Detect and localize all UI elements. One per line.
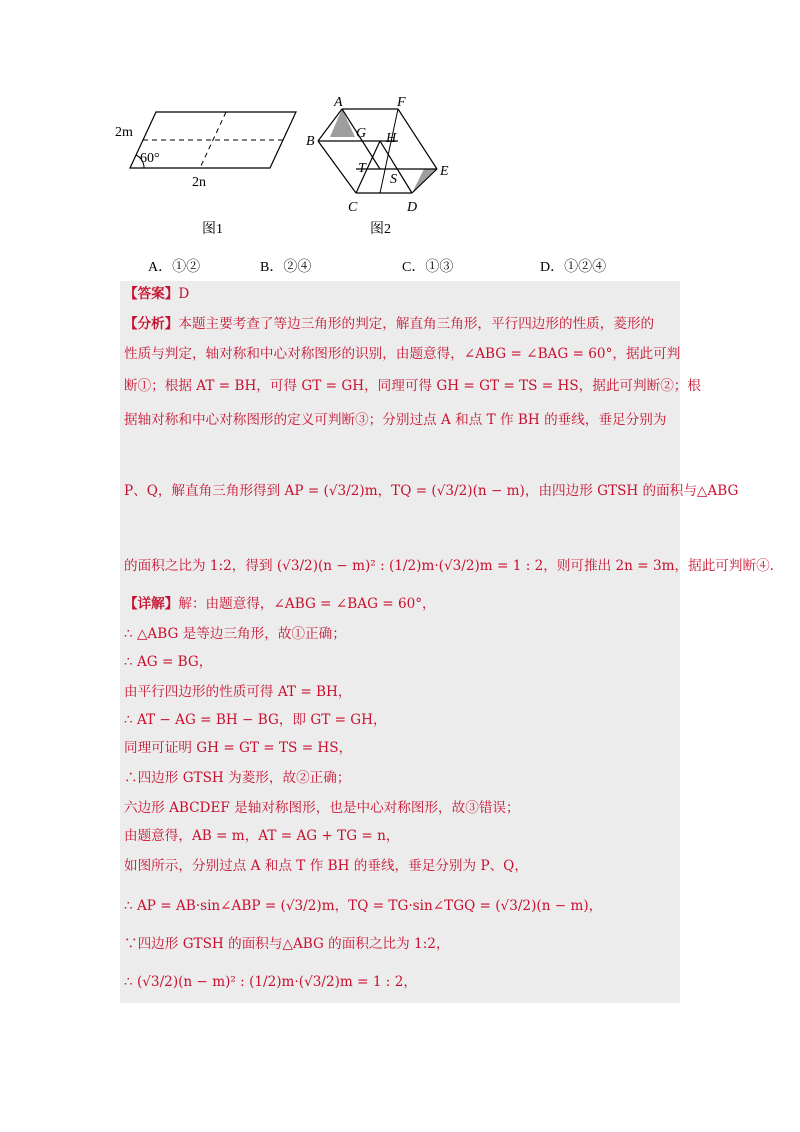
choice-a-text: ①② bbox=[172, 260, 201, 275]
answer-choices bbox=[140, 256, 660, 276]
choice-c-letter: C． bbox=[402, 260, 426, 275]
detail-label: 【详解】 bbox=[124, 596, 179, 612]
detail-line-1 bbox=[124, 594, 436, 614]
geometry-figures bbox=[110, 92, 470, 242]
analysis-line-6: 的面积之比为 1:2，得到 (√3/2)(n − m)² : (1/2)m·(√3/2)m = 1 : 2，则可推出 2n = 3m，据此可判断④. bbox=[124, 558, 774, 574]
choice-a bbox=[148, 256, 200, 276]
point-B: B bbox=[306, 134, 315, 149]
detail-line-3: ∴ AG = BG， bbox=[124, 654, 213, 670]
analysis-line-5: P、Q，解直角三角形得到 AP = (√3/2)m，TQ = (√3/2)(n − m)，由四边形 GTSH 的面积与△ABG bbox=[124, 483, 739, 499]
point-A: A bbox=[334, 95, 343, 110]
detail-line-2: ∴ △ABG 是等边三角形，故①正确； bbox=[124, 626, 346, 642]
fig1-caption: 图1 bbox=[202, 222, 223, 237]
detail-line-4: 由平行四边形的性质可得 AT = BH， bbox=[124, 684, 352, 700]
detail-line-9: 由题意得，AB = m，AT = AG + TG = n， bbox=[124, 828, 400, 844]
point-G: G bbox=[356, 126, 367, 141]
detail-line-8: 六边形 ABCDEF 是轴对称图形，也是中心对称图形，故③错误； bbox=[124, 800, 520, 816]
point-F: F bbox=[397, 95, 406, 110]
figure-1-parallelogram bbox=[115, 112, 296, 237]
point-C: C bbox=[348, 200, 358, 215]
fig1-angle-label: 60° bbox=[140, 151, 160, 166]
point-S: S bbox=[390, 172, 397, 187]
choice-b-text: ②④ bbox=[283, 260, 312, 275]
answer-label: 【答案】 bbox=[124, 286, 179, 302]
fig1-base-label: 2n bbox=[192, 175, 206, 190]
choice-b-letter: B． bbox=[260, 260, 284, 275]
analysis-line-2: 性质与判定，轴对称和中心对称图形的识别，由题意得，∠ABG = ∠BAG = 60°，据此可判 bbox=[124, 346, 681, 362]
choice-a-letter: A． bbox=[148, 260, 173, 275]
detail-line-12: ∵四边形 GTSH 的面积与△ABG 的面积之比为 1:2， bbox=[124, 936, 450, 952]
analysis-text-1: 本题主要考查了等边三角形的判定，解直角三角形，平行四边形的性质，菱形的 bbox=[178, 316, 655, 332]
detail-line-6: 同理可证明 GH = GT = TS = HS， bbox=[124, 740, 353, 756]
analysis-line-1 bbox=[124, 314, 654, 334]
analysis-line-4: 据轴对称和中心对称图形的定义可判断③；分别过点 A 和点 T 作 BH 的垂线，垂足分别为 bbox=[124, 412, 667, 428]
detail-line-11: ∴ AP = AB·sin∠ABP = (√3/2)m，TQ = TG·sin∠TGQ = (√3/2)(n − m)， bbox=[124, 898, 603, 914]
choice-b bbox=[260, 256, 311, 276]
answer-line bbox=[124, 284, 189, 304]
point-E: E bbox=[440, 164, 449, 179]
analysis-line-3: 断①；根据 AT = BH，可得 GT = GH，同理可得 GH = GT = TS = HS，据此可判断②；根 bbox=[124, 378, 701, 394]
point-D: D bbox=[407, 200, 418, 215]
figure-2-hexagon bbox=[306, 95, 449, 237]
detail-text-1: 解：由题意得，∠ABG = ∠BAG = 60°， bbox=[178, 596, 436, 612]
choice-d-letter: D． bbox=[540, 260, 565, 275]
point-H: H bbox=[386, 131, 397, 146]
fig2-caption: 图2 bbox=[370, 222, 391, 237]
point-T: T bbox=[358, 161, 366, 176]
detail-line-5: ∴ AT − AG = BH − BG，即 GT = GH， bbox=[124, 712, 387, 728]
fig1-height-label: 2m bbox=[115, 125, 133, 140]
analysis-label: 【分析】 bbox=[124, 316, 179, 332]
detail-line-13: ∴ (√3/2)(n − m)² : (1/2)m·(√3/2)m = 1 : 2， bbox=[124, 974, 417, 990]
answer-value: D bbox=[178, 286, 190, 302]
detail-line-7: ∴四边形 GTSH 为菱形，故②正确； bbox=[124, 770, 351, 786]
choice-d-text: ①②④ bbox=[564, 260, 607, 275]
choice-c-text: ①③ bbox=[425, 260, 454, 275]
detail-line-10: 如图所示，分别过点 A 和点 T 作 BH 的垂线，垂足分别为 P、Q， bbox=[124, 858, 528, 874]
choice-c bbox=[402, 256, 453, 276]
figure-area bbox=[110, 92, 470, 242]
choice-d bbox=[540, 256, 606, 276]
